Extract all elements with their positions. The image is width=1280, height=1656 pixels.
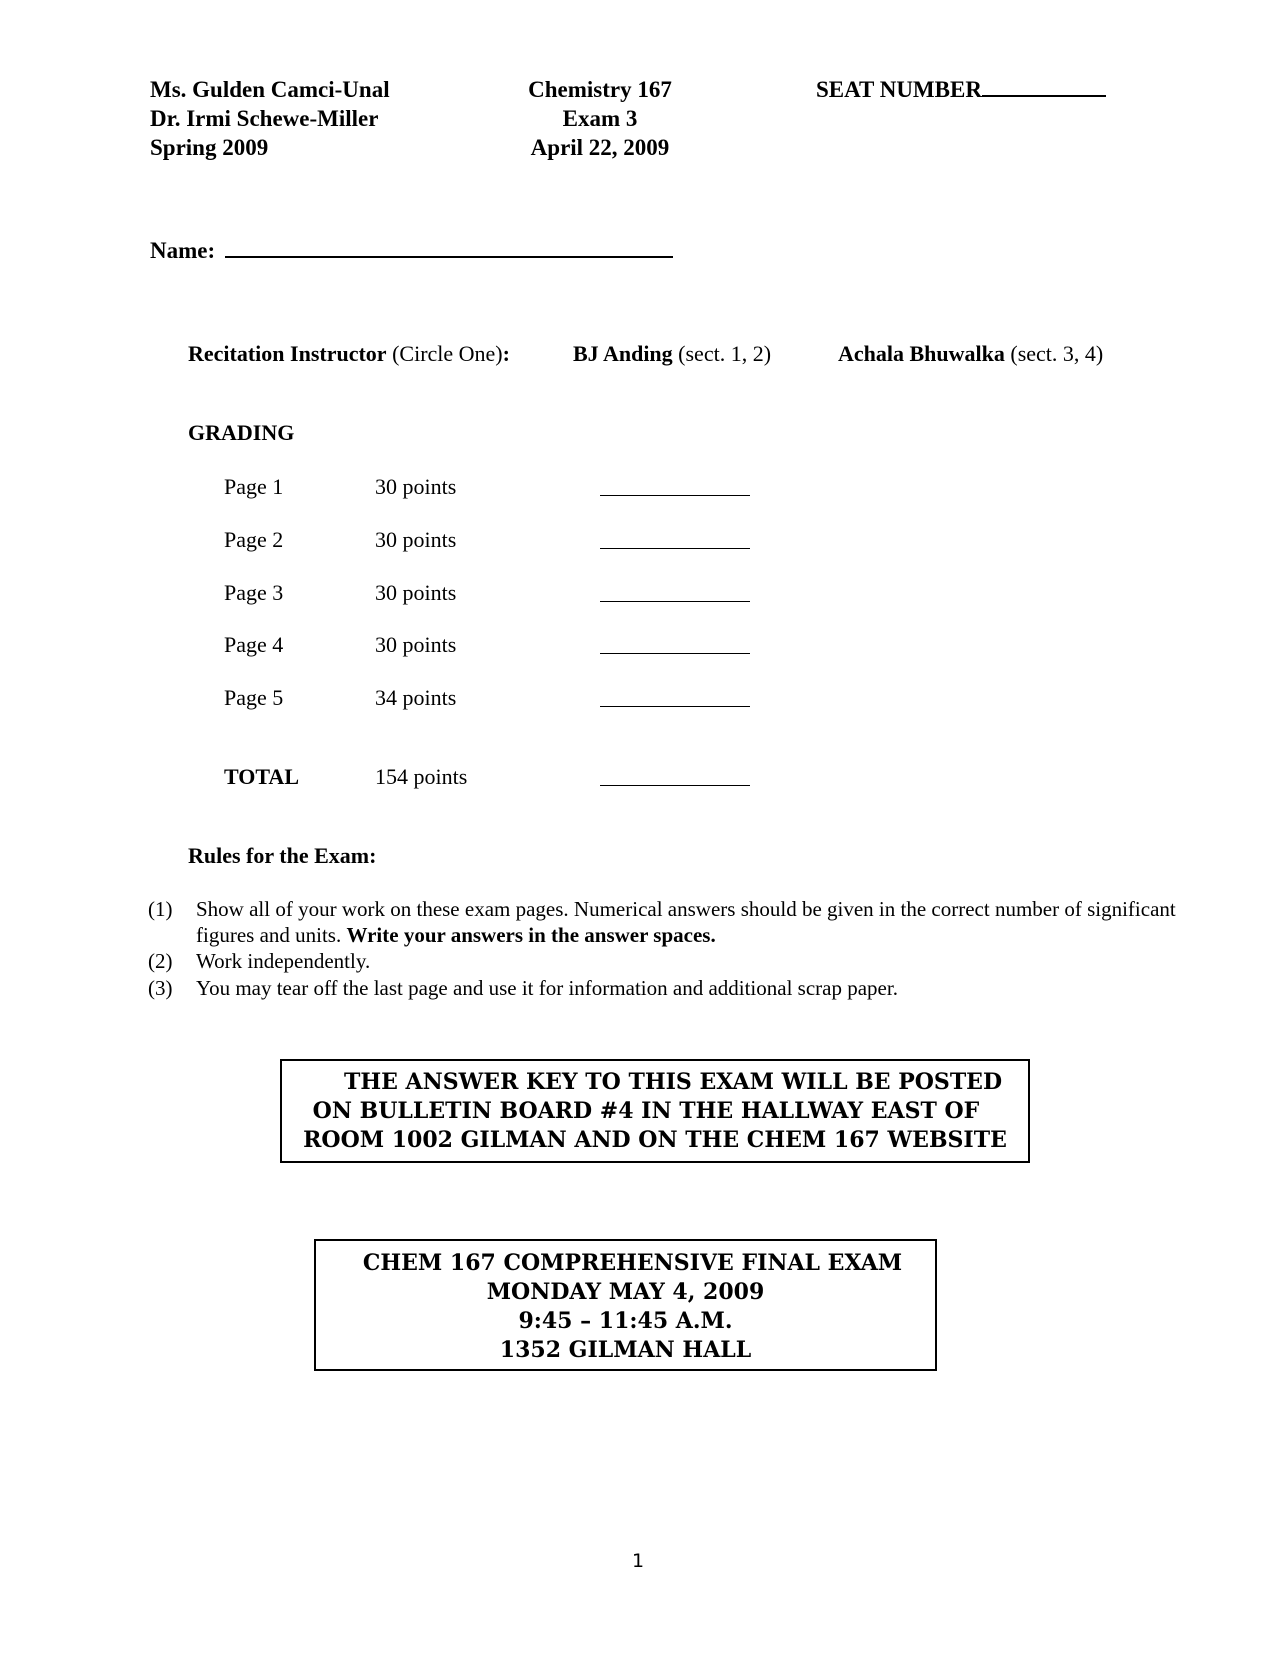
rule-number: (3) [148, 976, 173, 1000]
grade-row-points: 30 points [375, 632, 457, 657]
exam-date: April 22, 2009 [530, 135, 670, 160]
notice-line-3: ROOM 1002 GILMAN AND ON THE CHEM 167 WEBSITE [303, 1127, 1007, 1153]
seat-number-field[interactable] [982, 95, 1106, 97]
final-exam-notice [314, 1239, 937, 1371]
recitation-circle-note: (Circle One) [392, 341, 503, 366]
recitation-option-1[interactable] [573, 341, 771, 367]
grade-row-label: Page 5 [224, 685, 284, 710]
grade-row-label: Page 3 [224, 580, 284, 605]
grade-row-label: Page 1 [224, 474, 284, 499]
term: Spring 2009 [150, 135, 269, 160]
course-block [480, 75, 720, 162]
rule-text: Work independently. [196, 949, 371, 973]
recitation-label: Recitation Instructor [188, 341, 387, 366]
instructor-2: Dr. Irmi Schewe-Miller [150, 106, 379, 131]
grade-row-points: 30 points [375, 580, 457, 605]
final-line-4: 1352 GILMAN HALL [499, 1337, 752, 1363]
rule-item [0, 948, 1200, 974]
grade-row-points: 34 points [375, 685, 457, 710]
grade-row-score-field[interactable] [600, 548, 750, 549]
grade-row-score-field[interactable] [600, 653, 750, 654]
grading-title: GRADING [188, 420, 295, 445]
grade-row-score-field[interactable] [600, 601, 750, 602]
option-2-name: Achala Bhuwalka [838, 341, 1005, 366]
recitation-colon: : [502, 341, 510, 366]
final-line-3: 9:45 – 11:45 A.M. [518, 1308, 733, 1334]
option-1-sect: (sect. 1, 2) [678, 341, 772, 366]
rules-title: Rules for the Exam: [188, 843, 377, 868]
name-field[interactable] [225, 256, 673, 258]
seat-number [816, 75, 1106, 104]
exam-title: Exam 3 [562, 106, 638, 131]
final-line-1: CHEM 167 COMPREHENSIVE FINAL EXAM [362, 1250, 903, 1276]
seat-number-label: SEAT NUMBER [816, 77, 982, 102]
grade-row-score-field[interactable] [600, 495, 750, 496]
total-points: 154 points [375, 764, 468, 789]
rule-text: You may tear off the last page and use it for information and additional scrap paper. [196, 976, 898, 1000]
recitation-row [188, 341, 510, 367]
rule-text-plain: Show all of your work on these exam pages. Numerical answers should be given in the correct number of significant figures and units. [196, 897, 1176, 947]
notice-line-2: ON BULLETIN BOARD #4 IN THE HALLWAY EAST OF [312, 1098, 980, 1124]
grade-row-points: 30 points [375, 527, 457, 552]
option-1-name: BJ Anding [573, 341, 673, 366]
recitation-option-2[interactable] [838, 341, 1103, 367]
answer-key-notice [280, 1059, 1030, 1163]
grade-row-points: 30 points [375, 474, 457, 499]
page-number: 1 [632, 1550, 645, 1572]
course-title: Chemistry 167 [528, 77, 672, 102]
name-row [150, 236, 673, 265]
rule-item [0, 896, 1200, 956]
grade-row-label: Page 2 [224, 527, 284, 552]
rule-number: (1) [148, 897, 173, 921]
instructors-block [150, 75, 390, 162]
notice-line-1: THE ANSWER KEY TO THIS EXAM WILL BE POSTED [343, 1069, 1003, 1095]
option-2-sect: (sect. 3, 4) [1010, 341, 1104, 366]
rule-item [0, 975, 1200, 1001]
grade-row-label: Page 4 [224, 632, 284, 657]
grade-row-score-field[interactable] [600, 706, 750, 707]
total-score-field[interactable] [600, 785, 750, 786]
name-label: Name: [150, 238, 216, 263]
final-line-2: MONDAY MAY 4, 2009 [486, 1279, 765, 1305]
instructor-1: Ms. Gulden Camci-Unal [150, 77, 390, 102]
rule-text-bold: Write your answers in the answer spaces. [346, 923, 716, 947]
rule-number: (2) [148, 949, 173, 973]
rule-text [196, 896, 1178, 948]
total-label: TOTAL [224, 764, 299, 789]
